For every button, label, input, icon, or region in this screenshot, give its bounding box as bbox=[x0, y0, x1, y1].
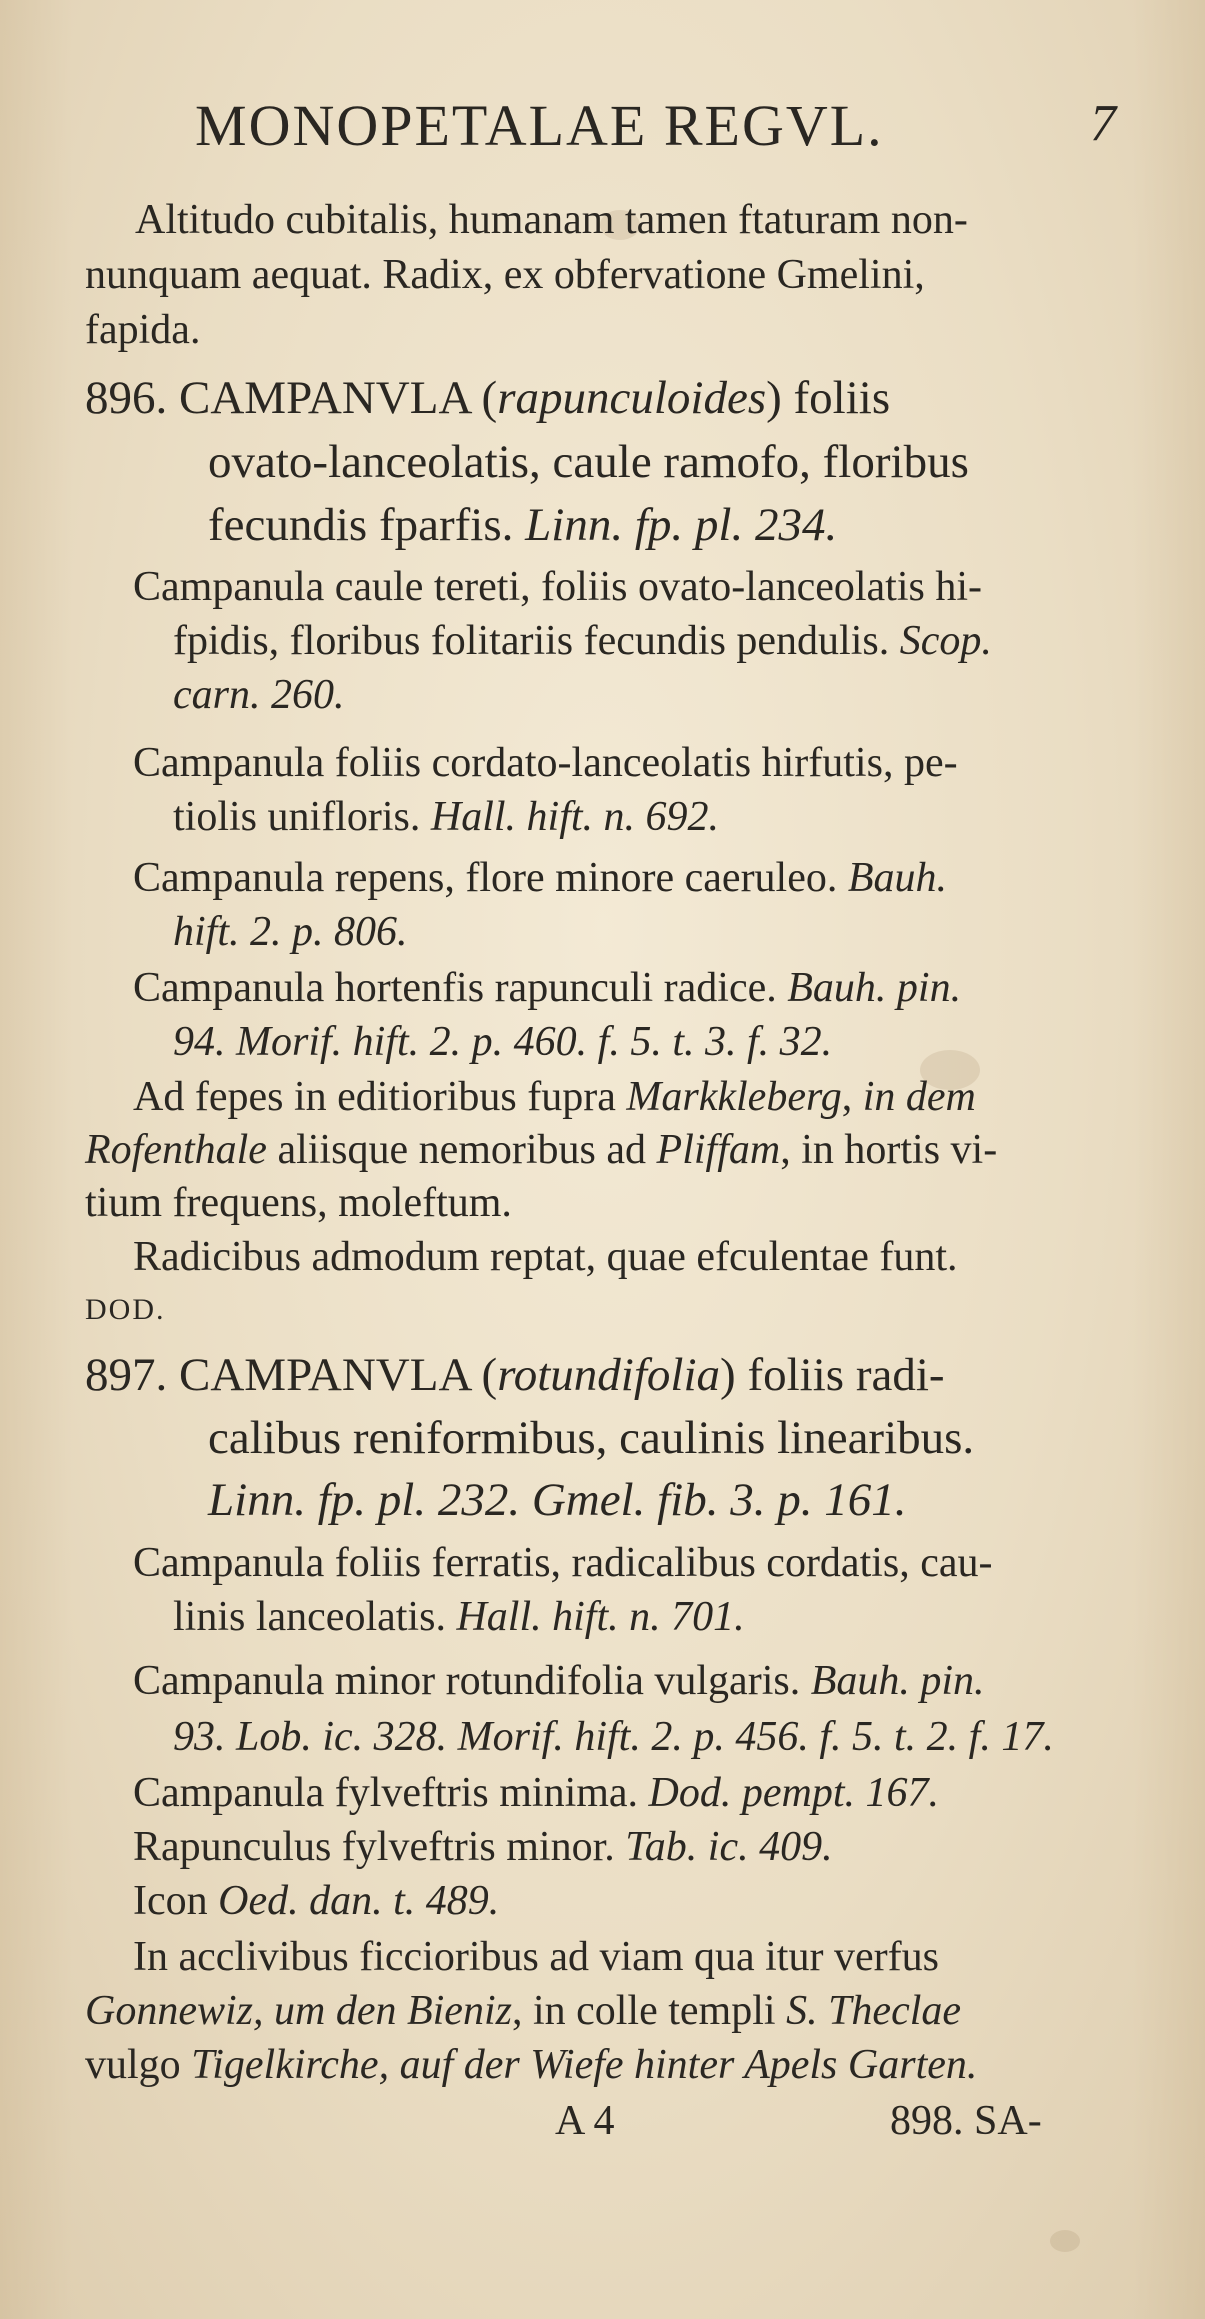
entry-heading-897: 897. CAMPANVLA (rotundifolia) foliis radi- bbox=[85, 1349, 945, 1401]
text-line: Rapunculus fylveftris minor. Tab. ic. 409. bbox=[133, 1824, 833, 1870]
text-line: 93. Lob. ic. 328. Morif. hift. 2. p. 456. f. 5. t. 2. f. 17. bbox=[173, 1714, 1054, 1760]
text-line: In acclivibus ficcioribus ad viam qua itur verfus bbox=[133, 1934, 939, 1980]
text-line: linis lanceolatis. Hall. hift. n. 701. bbox=[173, 1594, 745, 1640]
text-line: Linn. fp. pl. 232. Gmel. fib. 3. p. 161. bbox=[208, 1474, 907, 1526]
text-line: Campanula foliis ferratis, radicalibus cordatis, cau- bbox=[133, 1540, 993, 1586]
text-line: 94. Morif. hift. 2. p. 460. f. 5. t. 3. f. 32. bbox=[173, 1019, 833, 1065]
text-line: hift. 2. p. 806. bbox=[173, 909, 408, 955]
running-header bbox=[195, 92, 1145, 162]
entry-heading-896: 896. CAMPANVLA (rapunculoides) foliis bbox=[85, 372, 891, 424]
catchword: 898. SA- bbox=[890, 2098, 1042, 2144]
text-line: Campanula repens, flore minore caeruleo. Bauh. bbox=[133, 855, 948, 901]
text-line: calibus reniformibus, caulinis linearibus. bbox=[208, 1412, 975, 1464]
text-line: Campanula hortenfis rapunculi radice. Bauh. pin. bbox=[133, 965, 962, 1011]
paper-stain bbox=[1050, 2230, 1080, 2252]
text-line: tiolis unifloris. Hall. hift. n. 692. bbox=[173, 794, 720, 840]
text-line: Campanula fylveftris minima. Dod. pempt. 167. bbox=[133, 1770, 940, 1816]
text-line: Campanula foliis cordato-lanceolatis hirfutis, pe- bbox=[133, 740, 958, 786]
text-line: Icon Oed. dan. t. 489. bbox=[133, 1878, 500, 1924]
text-line: Campanula minor rotundifolia vulgaris. Bauh. pin. bbox=[133, 1658, 985, 1704]
text-line: fapida. bbox=[85, 307, 201, 353]
text-line: Campanula caule tereti, foliis ovato-lanceolatis hi- bbox=[133, 564, 983, 610]
text-line: carn. 260. bbox=[173, 672, 345, 718]
text-line: tium frequens, moleftum. bbox=[85, 1180, 512, 1226]
text-line: vulgo Tigelkirche, auf der Wiefe hinter Apels Garten. bbox=[85, 2042, 978, 2088]
text-line: DOD. bbox=[85, 1293, 166, 1326]
text-line: Ad fepes in editioribus fupra Markkleberg, in dem bbox=[133, 1074, 976, 1120]
text-line: Radicibus admodum reptat, quae efculentae funt. bbox=[133, 1234, 958, 1280]
page-number: 7 bbox=[1090, 95, 1118, 152]
text-line: fpidis, floribus folitariis fecundis pendulis. Scop. bbox=[173, 618, 992, 664]
text-line: Rofenthale aliisque nemoribus ad Pliffam, in hortis vi- bbox=[85, 1127, 998, 1173]
text-line: ovato-lanceolatis, caule ramofo, floribus bbox=[208, 436, 969, 488]
text-line: fecundis fparfis. Linn. fp. pl. 234. bbox=[208, 499, 838, 551]
running-title: MONOPETALAE REGVL. bbox=[195, 93, 884, 158]
text-line: nunquam aequat. Radix, ex obfervatione Gmelini, bbox=[85, 252, 925, 298]
text-line: Gonnewiz, um den Bieniz, in colle templi S. Theclae bbox=[85, 1988, 962, 2034]
signature-mark: A 4 bbox=[555, 2098, 615, 2144]
text-line: Altitudo cubitalis, humanam tamen ftaturam non- bbox=[135, 197, 968, 243]
